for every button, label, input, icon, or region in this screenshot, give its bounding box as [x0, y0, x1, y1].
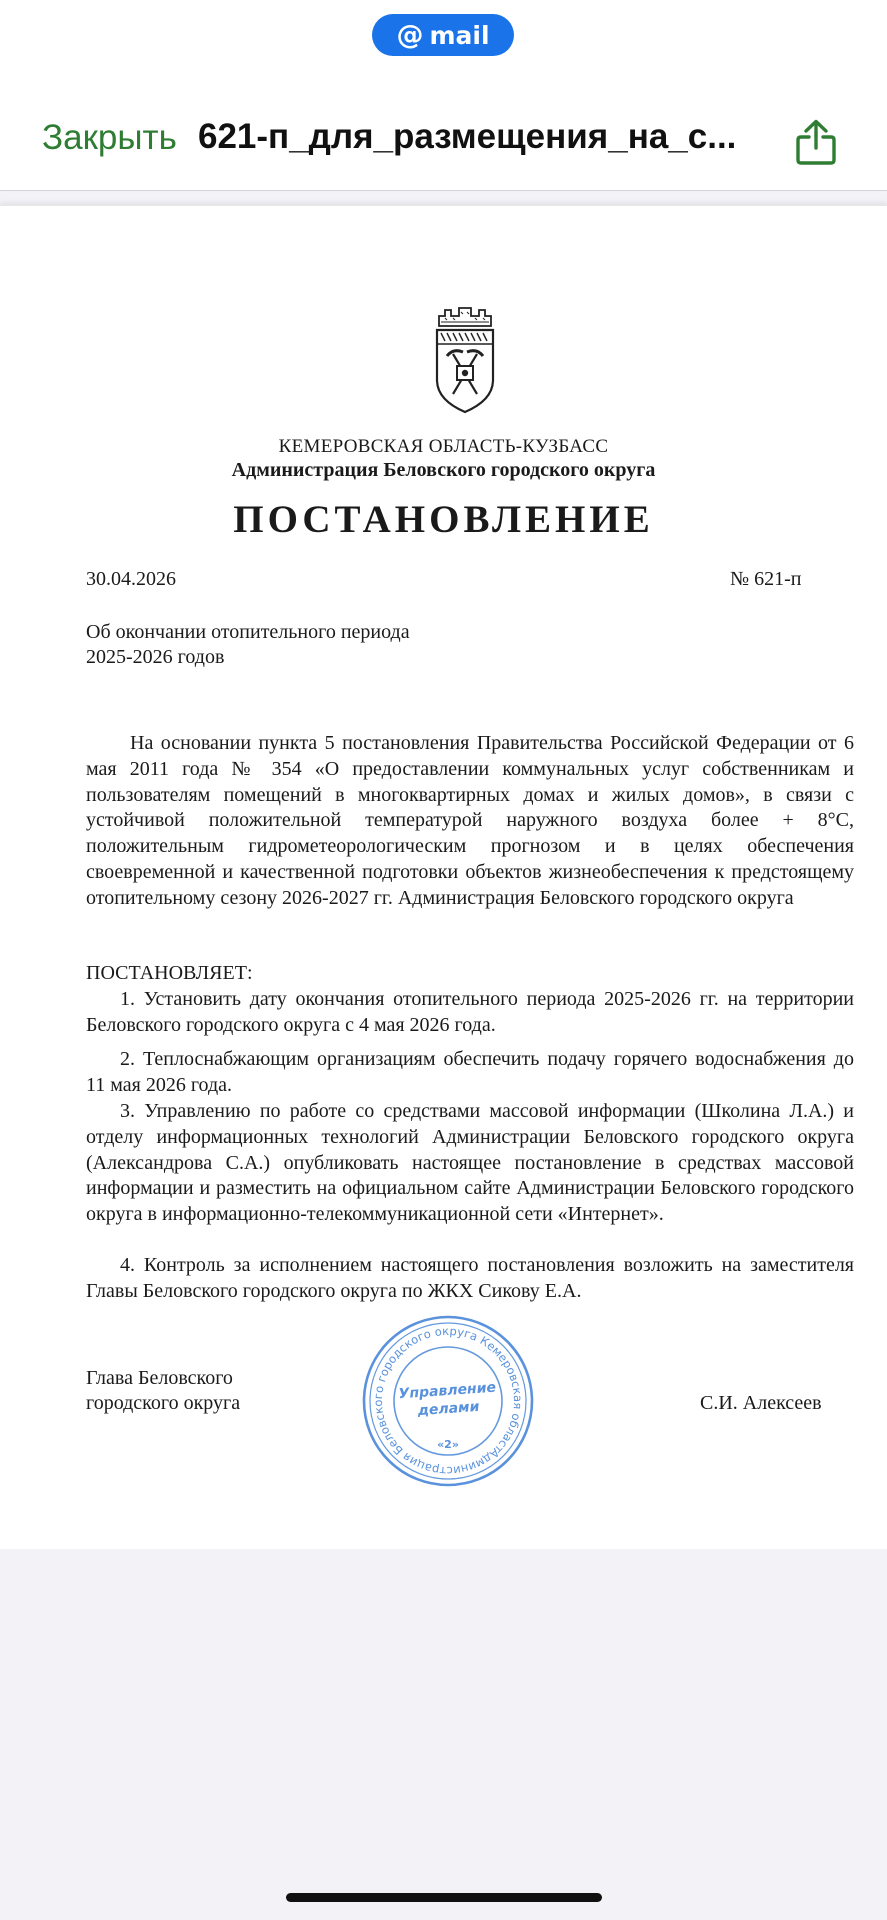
- signatory-title-line-2: городского округа: [86, 1392, 241, 1414]
- mail-app-badge[interactable]: [372, 14, 514, 56]
- resolution-item-1: 1. Установить дату окончания отопительного периода 2025-2026 гг. на территории Беловского городского округа с 4 мая 2026 года.: [86, 988, 854, 1036]
- at-icon: @: [396, 19, 424, 51]
- document-title: 621-п_для_размещения_на_с...: [198, 117, 737, 156]
- mail-badge-label: mail: [429, 20, 490, 50]
- coat-of-arms-icon: [433, 300, 497, 418]
- stamp-center-line-2: делами: [417, 1398, 480, 1420]
- resolution-item-4: 4. Контроль за исполнением настоящего постановления возложить на заместителя Главы Беловского городского округа по ЖКХ Сикову Е.А.: [86, 1254, 854, 1302]
- signatory-title-line-1: Глава Беловского: [86, 1367, 233, 1389]
- stamp-number: «2»: [437, 1438, 459, 1451]
- resolves-heading: ПОСТАНОВЛЯЕТ:: [86, 962, 253, 984]
- signatory-name: С.И. Алексеев: [700, 1392, 822, 1414]
- stamp-center-line-1: Управление: [398, 1379, 497, 1403]
- stamp-ring-text: Администрация Беловского городского округа Кемеровская область-Кузбасс: [370, 1323, 526, 1479]
- preamble-paragraph: На основании пункта 5 постановления Правительства Российской Федерации от 6 мая 2011 года № 354 «О предоставлении коммунальных услуг собственникам и пользователям помещений в многоквартирных домах и жилых домов», в связи с устойчивой положительной температурой наружного воздуха более + 8°С, положительным гидрометеорологическим прогнозом и в целях обеспечения своевременной и качественной подготовки объектов жизнеобеспечения к предстоящему отопительному сезону 2026-2027 гг. Администрация Беловского городского округа: [86, 732, 854, 909]
- document-subject: Об окончании отопительного периода 2025-2026 годов: [86, 621, 410, 668]
- viewer-header: [0, 0, 887, 191]
- close-button[interactable]: Закрыть: [42, 118, 177, 157]
- resolution-item-2: 2. Теплоснабжающим организациям обеспечить подачу горячего водоснабжения до 11 мая 2026 года.: [86, 1048, 854, 1096]
- signatory-title: [86, 1366, 240, 1416]
- document-type-heading: ПОСТАНОВЛЕНИЕ: [233, 498, 654, 541]
- administration-name: Администрация Беловского городского округа: [231, 459, 656, 481]
- home-indicator[interactable]: [286, 1893, 602, 1902]
- resolution-item-3: 3. Управлению по работе со средствами массовой информации (Школина Л.А.) и отделу информационных технологий Администрации Беловского городского округа (Александрова С.А.) опубликовать настоящее постановление в средствах массовой информации и разместить на официальном сайте Администрации Беловского городского округа в информационно-телекоммуникационной сети «Интернет».: [86, 1100, 854, 1226]
- official-stamp: [360, 1313, 536, 1489]
- document-number: № 621-п: [730, 568, 802, 590]
- region-name: КЕМЕРОВСКАЯ ОБЛАСТЬ-КУЗБАСС: [278, 436, 609, 457]
- document-date: 30.04.2026: [86, 568, 176, 590]
- share-icon[interactable]: [795, 119, 837, 165]
